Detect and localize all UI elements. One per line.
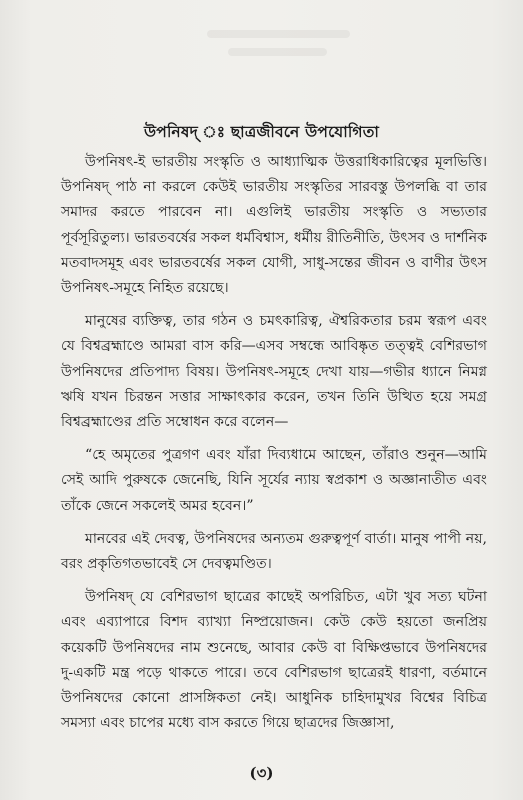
paragraph-1: উপনিষৎ-ই ভারতীয় সংস্কৃতি ও আধ্যাত্মিক উত্তরাধিকারিত্বের মূলভিত্তি। উপনিষদ্ পাঠ না করলে কেউই ভারতীয় সংস্কৃতির সারবস্তু উপলব্ধি বা তার সমাদর করতে পারবেন না। এগুলিই ভারতীয় সংস্কৃতি ও সভ্যতার পূর্বসূরিতুল্য। ভারতবর্ষের সকল ধর্মবিশ্বাস, ধর্মীয় রীতিনীতি, উৎসব ও দার্শনিক মতবাদসমূহ এবং ভারতবর্ষের সকল যোগী, সাধু-সন্তের জীবন ও বাণীর উৎস উপনিষৎ-সমূহে নিহিত রয়েছে। [61,154,487,297]
body-text [61,150,487,744]
paragraph-4: মানবের এই দেবত্ব, উপনিষদের অন্যতম গুরুত্বপূর্ণ বার্তা। মানুষ পাপী নয়, বরং প্রকৃতিগতভাবেই সে দেবত্বমণ্ডিত। [61,530,487,573]
paragraph-2: মানুষের ব্যক্তিত্ব, তার গঠন ও চমৎকারিত্ব, ঐশ্বরিকতার চরম স্বরূপ এবং যে বিশ্বব্রহ্মাণ্ডে আমরা বাস করি—এসব সম্বন্ধে আবিষ্কৃত তত্ত্বই বেশিরভাগ উপনিষদের প্রতিপাদ্য বিষয়। উপনিষৎ-সমূহে দেখা যায়—গভীর ধ্যানে নিমগ্ন ঋষি যখন চিরন্তন সত্তার সাক্ষাৎকার করেন, তখন তিনি উত্থিত হয়ে সমগ্র বিশ্বব্রহ্মাণ্ডের প্রতি সম্বোধন করে বলেন— [61,313,487,431]
show-through-text [150,20,410,110]
chapter-title: উপনিষদ্ ঃ ছাত্রজীবনে উপযোগিতা [143,122,380,141]
page-number: (৩) [249,764,274,782]
paragraph-5: উপনিষদ্ যে বেশিরভাগ ছাত্রের কাছেই অপরিচিত, এটা খুব সত্য ঘটনা এবং এব্যাপারে বিশদ ব্যাখ্যা নিষ্প্রয়োজন। কেউ কেউ হয়তো জনপ্রিয় কয়েকটি উপনিষদের নাম শুনেছে, আবার কেউ বা বিক্ষিপ্তভাবে উপনিষদের দু-একটি মন্ত্র পড়ে থাকতে পারে। তবে বেশিরভাগ ছাত্রেরই ধারণা, বর্তমানে উপনিষদের কোনো প্রাসঙ্গিকতা নেই। আধুনিক চাহিদামুখর বিশ্বের বিচিত্র সমস্যা এবং চাপের মধ্যে বাস করতে গিয়ে ছাত্রদের জিজ্ঞাসা, [61,589,487,732]
quote-paragraph: “হে অমৃতের পুত্রগণ এবং যাঁরা দিব্যধামে আছেন, তাঁরাও শুনুন—আমি সেই আদি পুরুষকে জেনেছি, যিনি সূর্যের ন্যায় স্বপ্রকাশ ও অজ্ঞানাতীত এবং তাঁকে জেনে সকলেই অমর হবেন।” [61,447,487,514]
